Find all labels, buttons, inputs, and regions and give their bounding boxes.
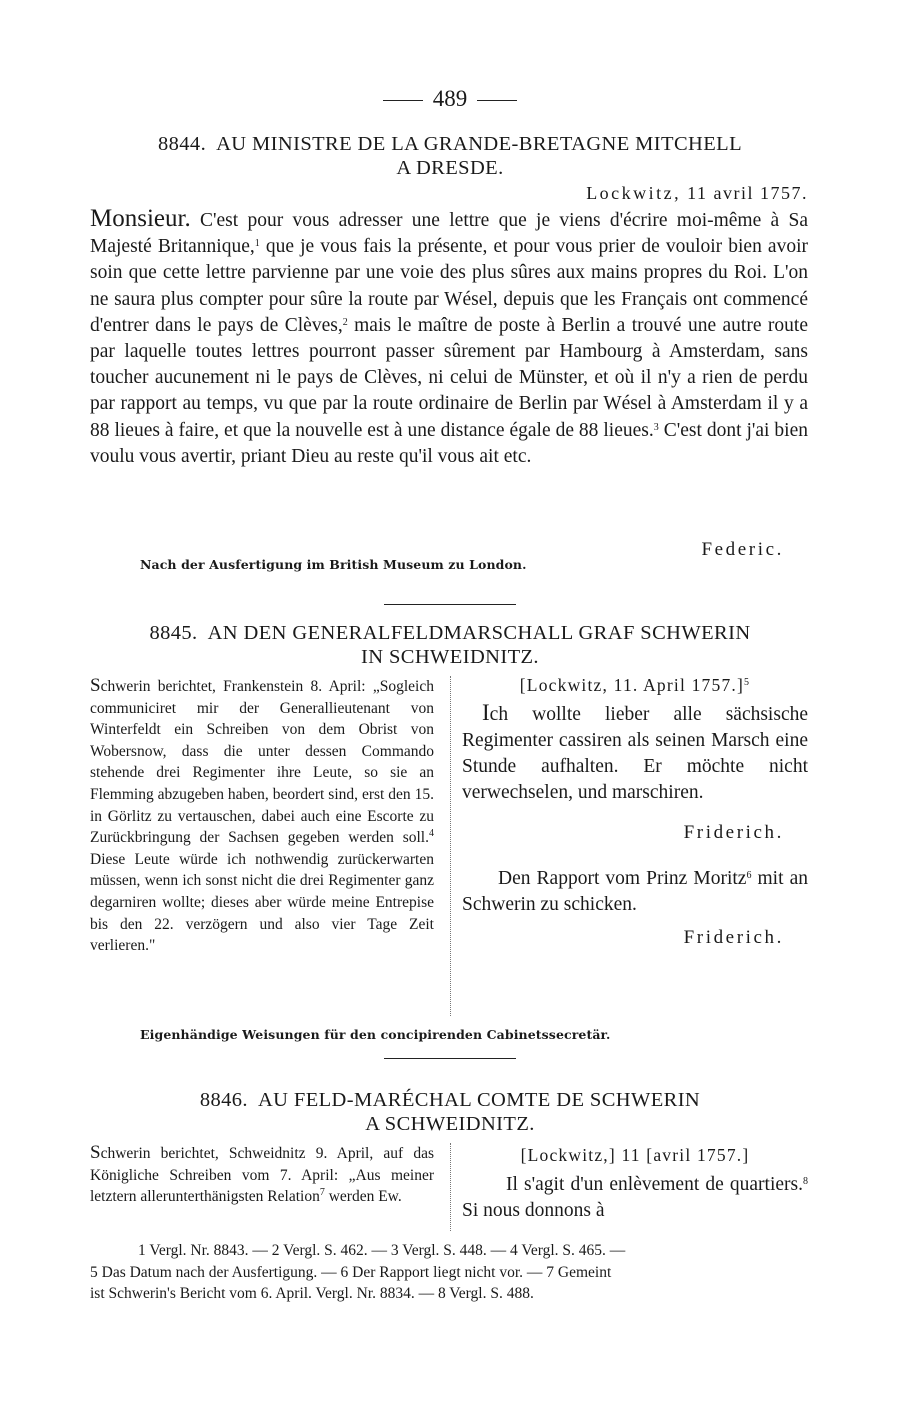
- footnote-ref-7: 7: [319, 1187, 325, 1199]
- letter-8845-order-initial: I: [482, 700, 490, 725]
- letter-8845-date: [Lockwitz, 11. April 1757.]: [519, 675, 744, 695]
- letter-8845-order-1: ch wollte lieber alle sächsische Regimenter cassiren als seinen Marsch eine Stunde aufhalten. Er möchte nicht verwechselen, und marschiren.: [462, 704, 808, 803]
- letter-8846-title-line2: A SCHWEIDNITZ.: [365, 1113, 535, 1135]
- letter-8846-dateline: [Lockwitz,] 11 [avril 1757.]: [520, 1145, 750, 1165]
- footnote-ref-5: 5: [744, 677, 751, 688]
- letter-8844-body-4: C'est dont j'ai bien voulu vous avertir, priant Dieu au reste qu'il vous ait etc.: [90, 419, 808, 467]
- letter-8845-postscript-1: Den Rapport vom Prinz Moritz: [498, 868, 747, 889]
- footnotes-line-1: 1 Vergl. Nr. 8843. — 2 Vergl. S. 462. — 3 Vergl. S. 448. — 4 Vergl. S. 465. —: [138, 1242, 626, 1259]
- letter-8845-title: AN DEN GENERALFELDMARSCHALL GRAF SCHWERIN: [207, 622, 751, 644]
- letter-8844-title: AU MINISTRE DE LA GRANDE-BRETAGNE MITCHELL: [216, 133, 743, 155]
- letter-8845-signature-1: Friderich.: [683, 822, 784, 843]
- letter-8844-place: Lockwitz,: [586, 183, 682, 203]
- letter-8846-reply-1: Il s'agit d'un enlèvement de quartiers.: [506, 1174, 803, 1195]
- letter-8844-title-line2: A DRESDE.: [396, 157, 504, 179]
- letter-8846-reply: [462, 1172, 808, 1224]
- page-number-dash-left: [383, 100, 423, 101]
- footnote-ref-8: 8: [803, 1176, 808, 1187]
- letter-8846-report-1: chwerin berichtet, Schweidnitz 9. April, auf das Königliche Schreiben vom 7. April: „Aus meiner letztern allerunterthänigsten Relation: [90, 1145, 434, 1206]
- section-divider-2: [384, 1058, 516, 1059]
- letter-8846-report-2: werden Ew.: [324, 1188, 402, 1206]
- letter-8846-title: AU FELD-MARÉCHAL COMTE DE SCHWERIN: [257, 1089, 701, 1111]
- letter-8844-body-2: que je vous fais la présente, et pour vous prier de vouloir bien avoir soin que cette lettre parvienne par une voie des plus sûres aux mains propres du Roi. L'on ne saura plus compter pour sûre la route par Wésel, depuis que les Français ont commencé d'entrer dans le pays de Clèves,: [90, 236, 808, 336]
- letter-8844-body-3: mais le maître de poste à Berlin a trouvé une autre route par laquelle toutes lettres pourront passer sûrement par Hambourg à Amsterdam, sans toucher aucunement ni le pays de Clèves, ni celui de Münster, et où il n'y a rien de perdu par rapport au temps, vu que par la route ordinaire de Berlin par Wésel à Amsterdam il y a 88 lieues à faire, et que la nouvelle est à une distance égale de 88 lieues.: [90, 314, 808, 441]
- letter-8844-body: [90, 206, 808, 470]
- letter-8845-report: [90, 675, 434, 957]
- letter-8844-salutation: Monsieur.: [90, 205, 191, 232]
- section-divider-1: [384, 604, 516, 605]
- letter-8845-order: [462, 700, 808, 806]
- letter-8845-report-1: chwerin berichtet, Frankenstein 8. April: „Sogleich communiciret mir der Generallieutenant von Winterfeldt ein Schreiben von dem Obrist von Wobersnow, dass die unter dessen Commando stehende drei Regimenter ihre Leute, so sie an Flemming abzugeben haben, beordert sind, erst den 15. in Görlitz zu vertauschen, dabei auch eine Escorte zu Zurückbringung der Sachsen gegeben werden soll.: [90, 678, 434, 847]
- letter-8845-report-initial: S: [90, 675, 101, 696]
- footnotes-line-2: 5 Das Datum nach der Ausfertigung. — 6 Der Rapport liegt nicht vor. — 7 Gemeint: [90, 1263, 612, 1281]
- page-number-line: [0, 86, 900, 112]
- footnote-ref-2: 2: [342, 316, 348, 328]
- footnote-ref-3: 3: [653, 421, 659, 433]
- letter-8845-number: 8845.: [149, 622, 198, 644]
- footnote-ref-1: 1: [254, 238, 260, 250]
- letter-8845-source: Eigenhändige Weisungen für den concipirenden Cabinetssecretär.: [140, 1027, 611, 1042]
- page-number-dash-right: [477, 100, 517, 101]
- letter-8845-title-line2: IN SCHWEIDNITZ.: [361, 646, 539, 668]
- footnotes: [90, 1240, 808, 1305]
- letter-8845-heading: [90, 621, 810, 669]
- page-number: 489: [432, 86, 468, 111]
- letter-8846-report-initial: S: [90, 1142, 101, 1163]
- column-separator-8846: [450, 1143, 451, 1231]
- footnote-ref-4: 4: [429, 828, 434, 840]
- letter-8845-signature-2: Friderich.: [683, 927, 784, 948]
- letter-8845-postscript-2: mit an Schwerin zu schicken.: [462, 868, 808, 915]
- letter-8844-signature: Federic.: [701, 539, 784, 560]
- footnote-ref-6: 6: [746, 870, 752, 881]
- letter-8846-heading: [90, 1088, 810, 1136]
- letter-8844-dateline: [550, 183, 808, 204]
- letter-8844-heading: [90, 132, 810, 180]
- letter-8844-date: 11 avril 1757.: [687, 183, 808, 203]
- letter-8845-dateline: [462, 675, 808, 696]
- letter-8845-report-2: Diese Leute würde ich nothwendig zurückerwarten müssen, wenn ich sonst nicht die drei Regimenter ganz degarniren wollte; dieses aber würde meine Entrepise bis den 22. verzögern und also vier Tage Zeit verlieren.": [90, 850, 434, 955]
- letter-8845-postscript: [462, 866, 808, 918]
- letter-8844-body-1: C'est pour vous adresser une lettre que je viens d'écrire moi-même à Sa Majesté Britannique,: [90, 210, 808, 258]
- footnotes-line-3: ist Schwerin's Bericht vom 6. April. Vergl. Nr. 8834. — 8 Vergl. S. 488.: [90, 1285, 534, 1302]
- letter-8846-number: 8846.: [199, 1089, 248, 1111]
- letter-8844-number: 8844.: [157, 133, 207, 155]
- letter-8844-source: Nach der Ausfertigung im British Museum zu London.: [140, 557, 527, 572]
- letter-8846-reply-2: Si nous donnons à: [462, 1200, 605, 1221]
- column-separator-8845: [450, 676, 451, 1016]
- letter-8846-report: [90, 1142, 434, 1208]
